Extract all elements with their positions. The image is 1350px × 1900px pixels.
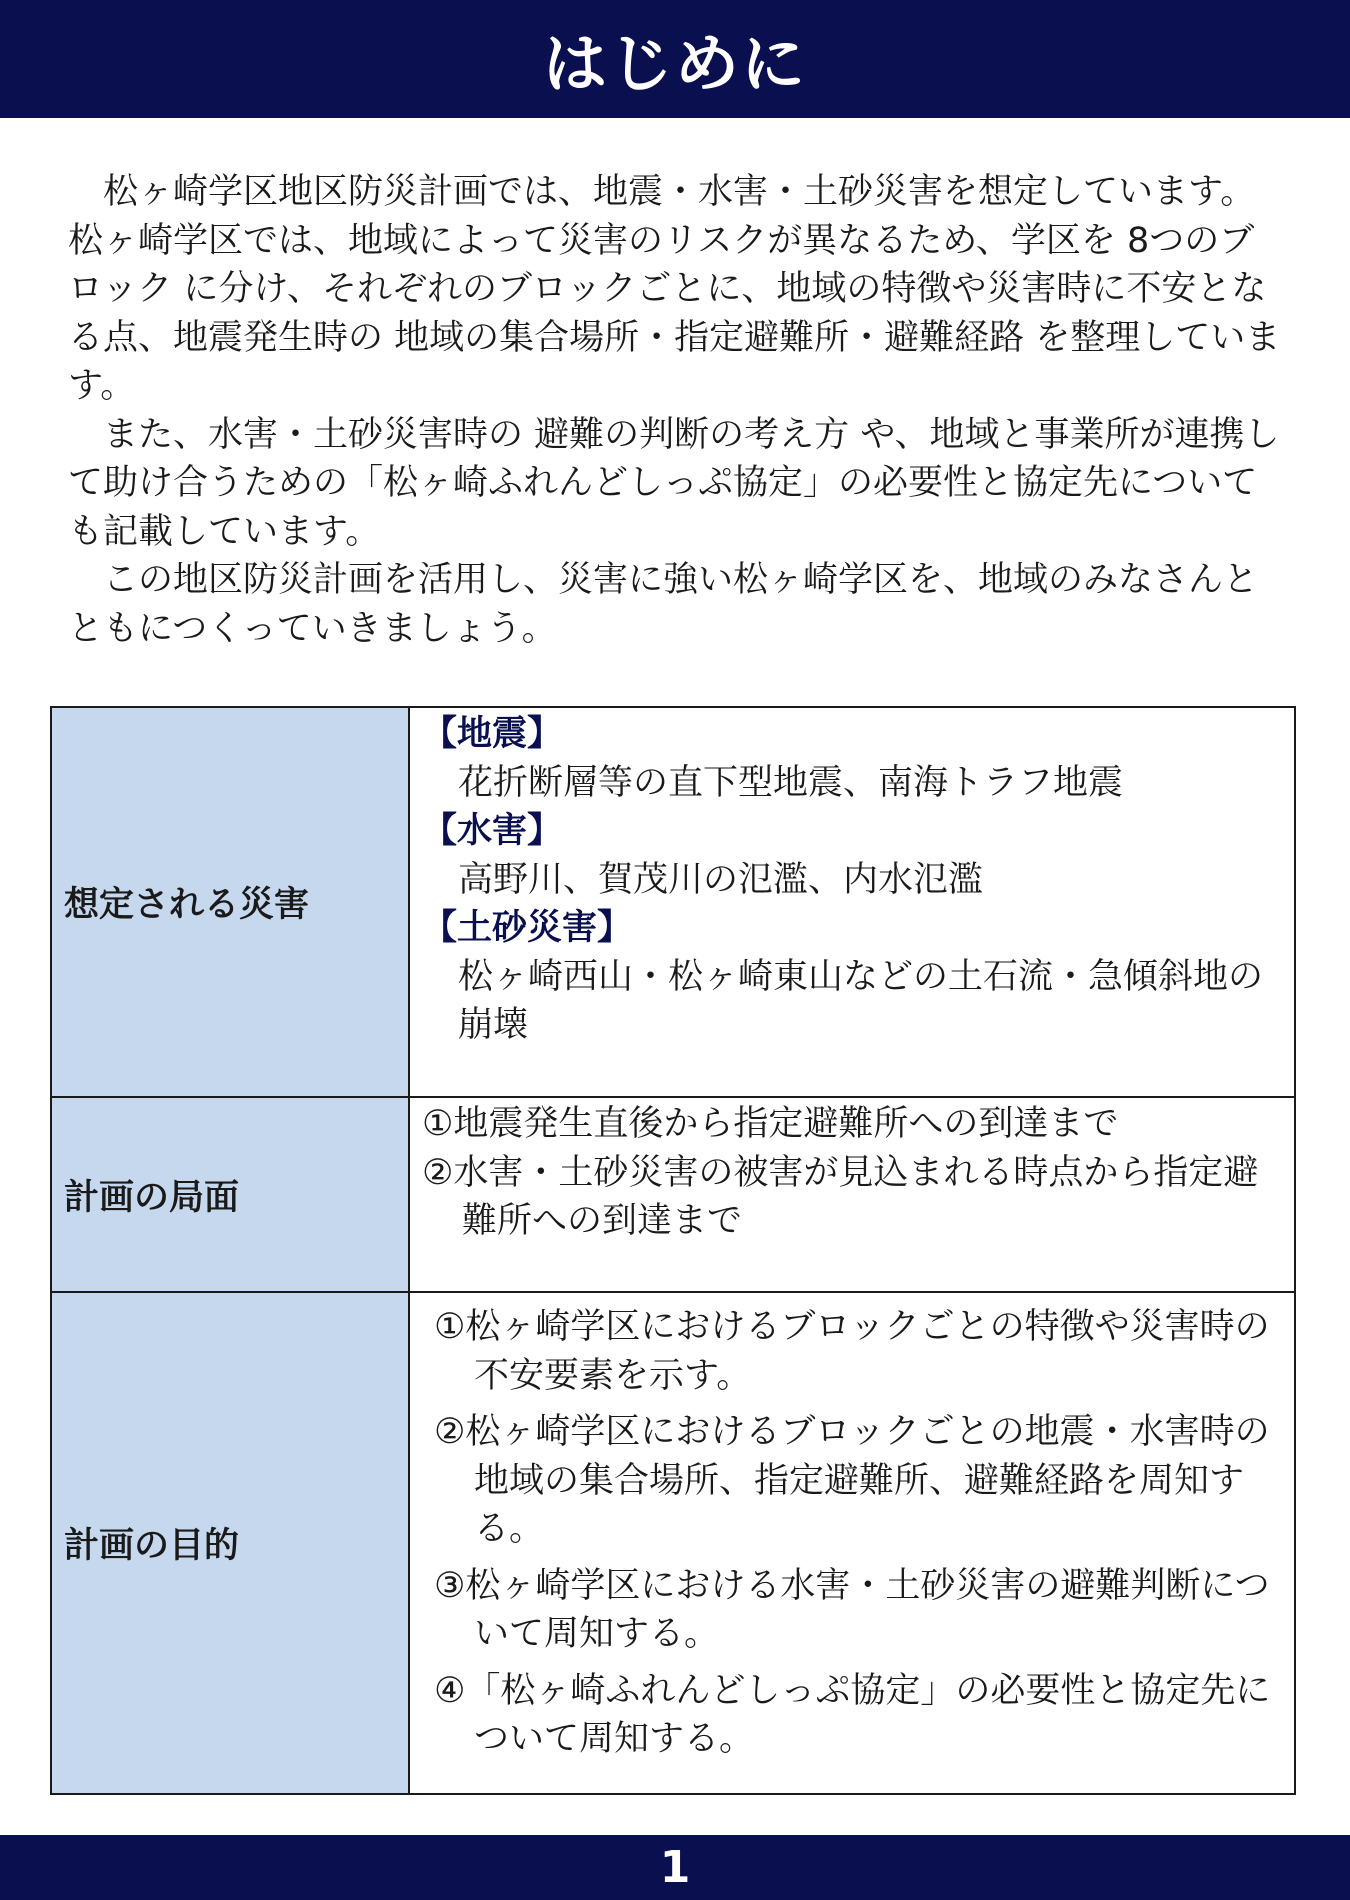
intro-text — [68, 168, 1283, 653]
intro-paragraph: この地区防災計画を活用し、災害に強い松ヶ崎学区を、地域のみなさんとともにつくっていきましょう。 — [68, 560, 1259, 649]
row-label-phase: 計画の局面 — [51, 1097, 409, 1292]
page-footer — [0, 1835, 1350, 1900]
list-item: ②水害・土砂災害の被害が見込まれる時点から指定避難所への到達まで — [422, 1152, 1259, 1241]
plan-summary-table — [50, 706, 1296, 1795]
row-label-purpose: 計画の目的 — [51, 1292, 409, 1794]
row-content-disasters — [409, 707, 1295, 1097]
row-content-phase — [409, 1097, 1295, 1292]
table-row — [51, 707, 1295, 1097]
section-body: 松ヶ崎西山・松ヶ崎東山などの土石流・急傾斜地の崩壊 — [458, 956, 1264, 1045]
row-label-disasters: 想定される災害 — [51, 707, 409, 1097]
section-body: 花折断層等の直下型地震、南海トラフ地震 — [458, 762, 1124, 803]
list-item: ③松ヶ崎学区における水害・土砂災害の避難判断について周知する。 — [434, 1565, 1270, 1654]
section-heading: 【地震】 — [422, 714, 563, 754]
list-item: ①松ヶ崎学区におけるブロックごとの特徴や災害時の不安要素を示す。 — [434, 1307, 1270, 1396]
page-number: 1 — [659, 1842, 691, 1893]
section-heading: 【土砂災害】 — [422, 908, 633, 948]
table-row — [51, 1097, 1295, 1292]
list-item: ①地震発生直後から指定避難所への到達まで — [422, 1104, 1119, 1144]
section-heading: 【水害】 — [422, 811, 563, 851]
page-title: はじめに — [543, 28, 807, 102]
page-title-bar — [0, 0, 1350, 118]
section-body: 高野川、賀茂川の氾濫、内水氾濫 — [458, 859, 984, 900]
row-content-purpose — [409, 1292, 1295, 1794]
intro-paragraph: 松ヶ崎学区地区防災計画では、地震・水害・土砂災害を想定しています。松ヶ崎学区では、地域によって災害のリスクが異なるため、学区を 8つのブロック に分け、それぞれのブロックごとに、地域の特徴や災害時に不安となる点、地震発生時の 地域の集合場所・指定避難所・避難経路 を整理しています。 — [68, 172, 1281, 406]
intro-paragraph: また、水害・土砂災害時の 避難の判断の考え方 や、地域と事業所が連携して助け合うための「松ヶ崎ふれんどしっぷ協定」の必要性と協定先についても記載しています。 — [68, 414, 1280, 552]
table-row — [51, 1292, 1295, 1794]
list-item: ④「松ヶ崎ふれんどしっぷ協定」の必要性と協定先について周知する。 — [434, 1670, 1271, 1759]
list-item: ②松ヶ崎学区におけるブロックごとの地震・水害時の地域の集合場所、指定避難所、避難経路を周知する。 — [434, 1412, 1270, 1549]
